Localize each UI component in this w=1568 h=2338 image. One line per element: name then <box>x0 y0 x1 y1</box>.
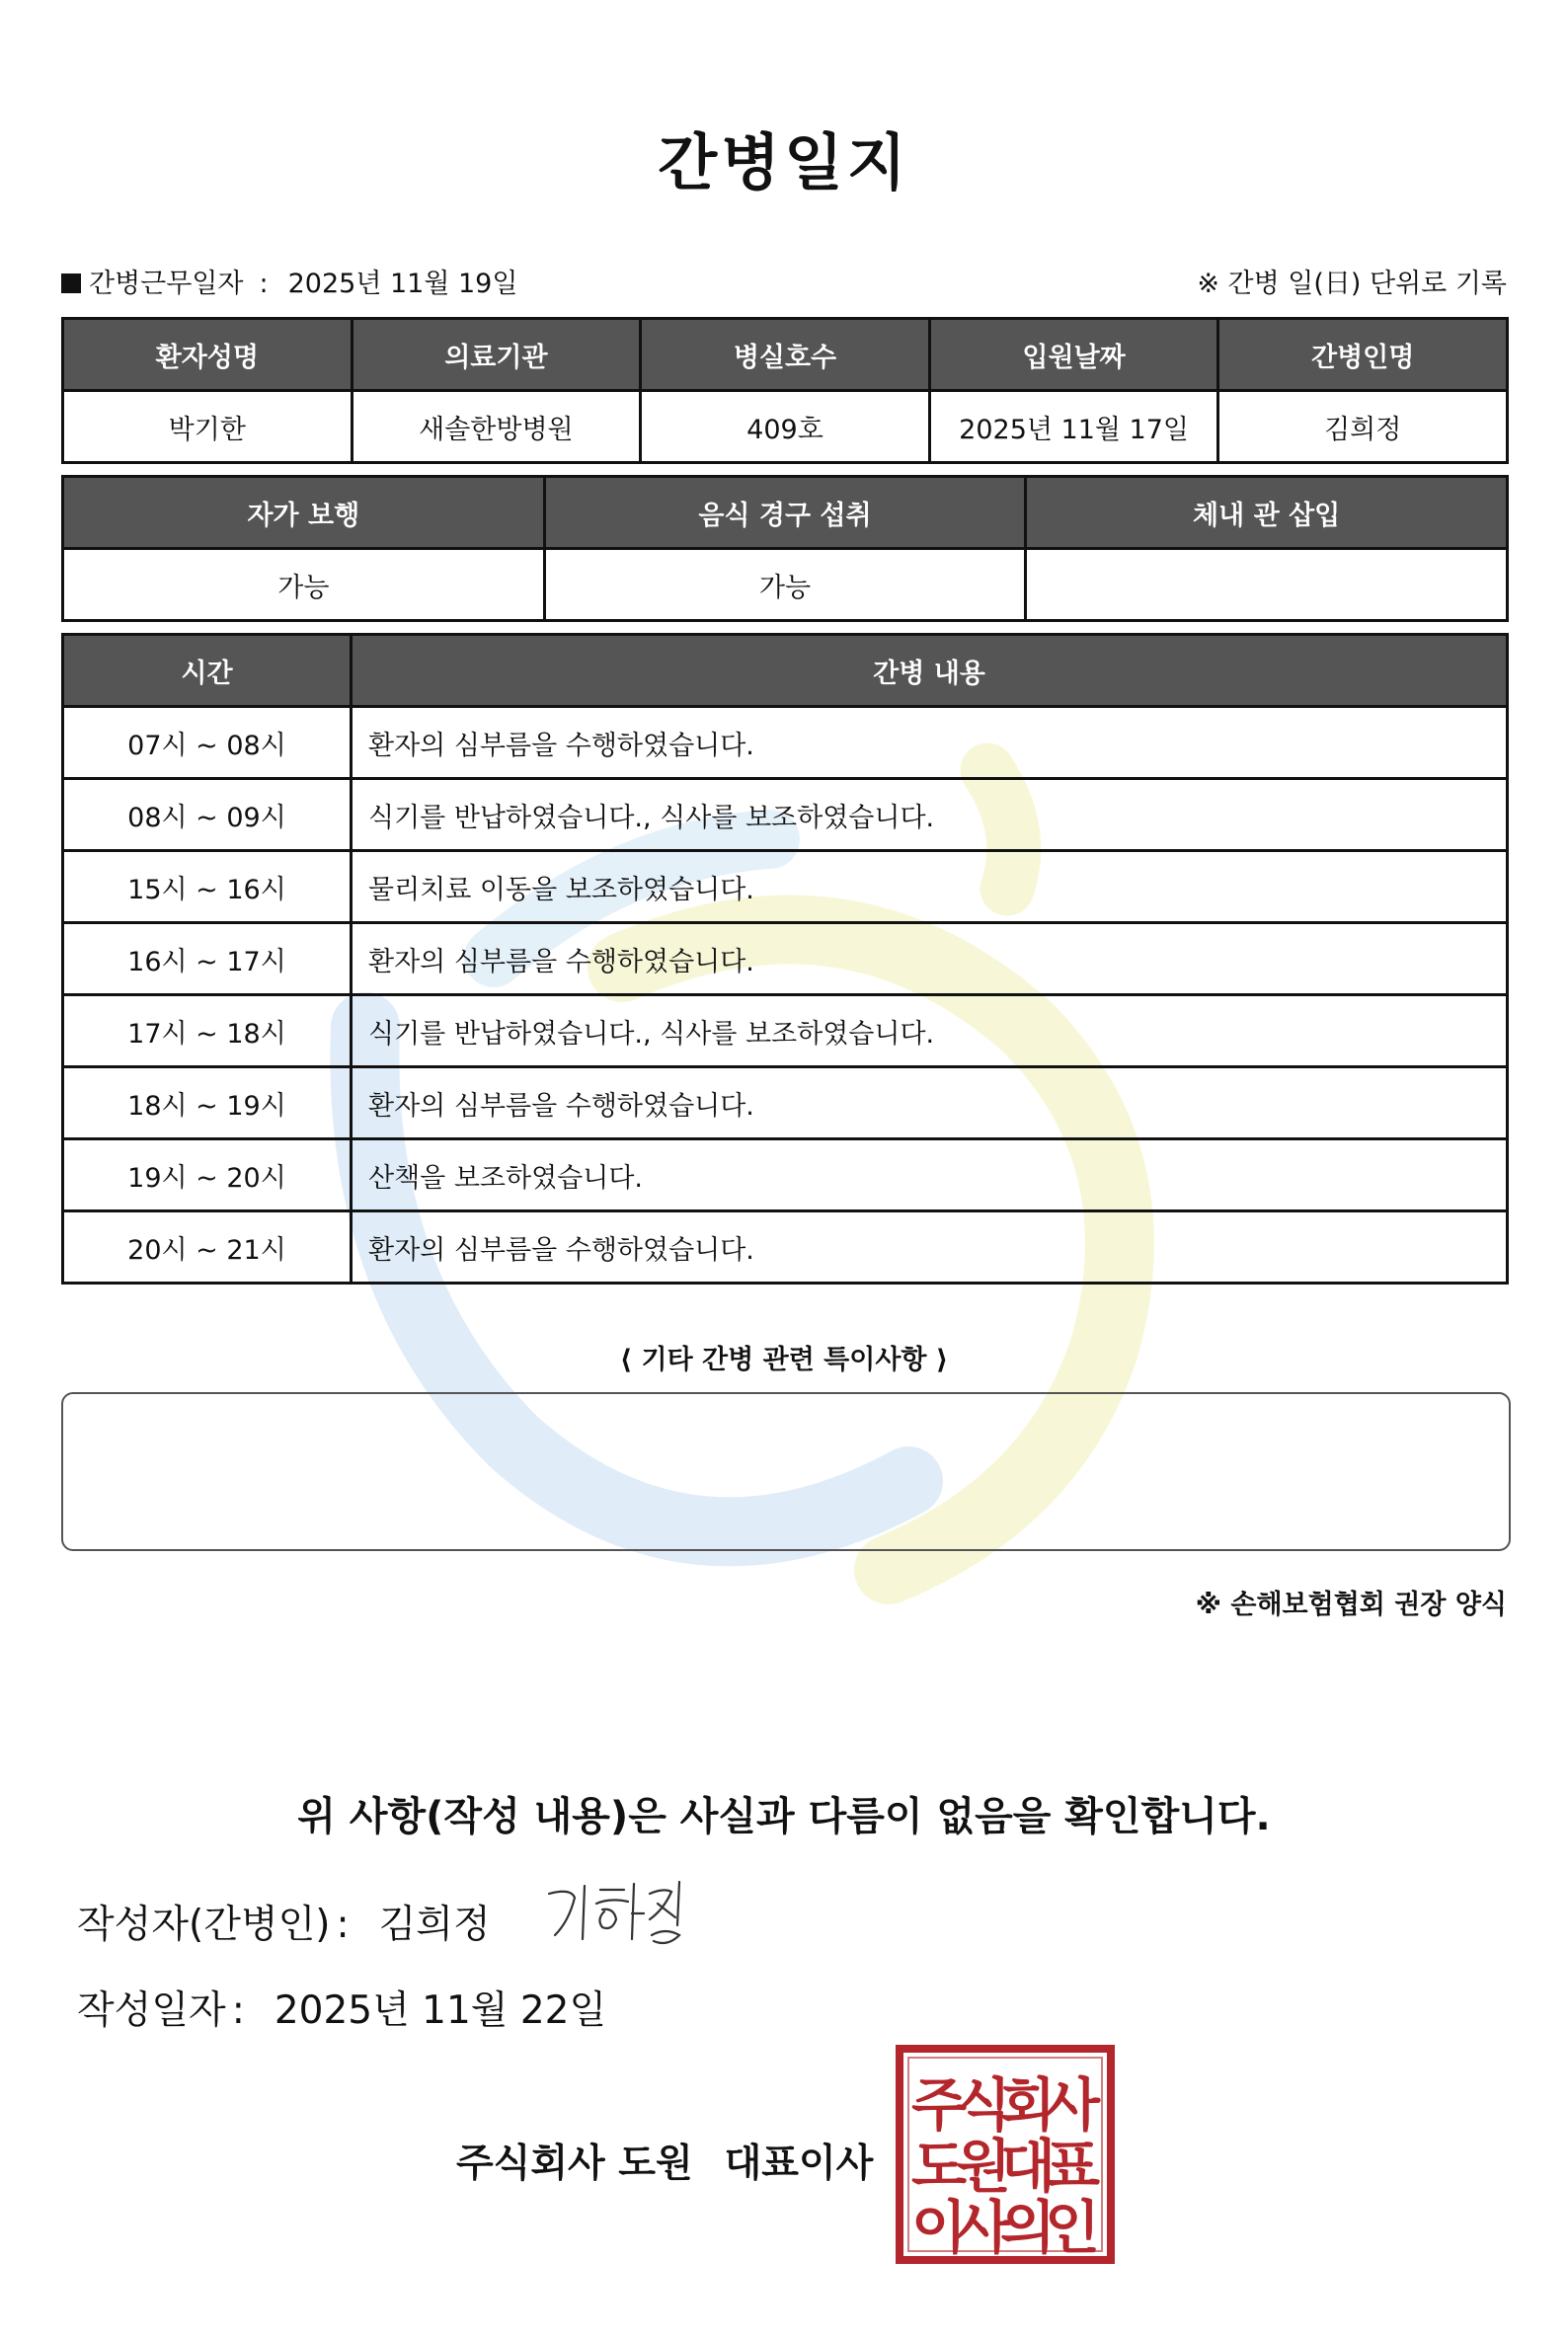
table-row <box>63 923 1508 995</box>
self-walking-value: 가능 <box>63 549 545 621</box>
ability-table <box>61 475 1509 622</box>
confirmation-statement: 위 사항(작성 내용)은 사실과 다름이 없음을 확인합니다. <box>297 1794 1271 1839</box>
table-row <box>63 1067 1508 1139</box>
header-caregiver-name: 간병인명 <box>1218 319 1508 391</box>
header-admission-date: 입원날짜 <box>929 319 1218 391</box>
svg-text:인: 인 <box>1044 2194 1101 2261</box>
writer-label: 작성자(간병인) <box>77 1903 331 1947</box>
svg-text:주: 주 <box>910 2071 968 2139</box>
written-date-line: 작성일자 : 2025년 11월 22일 <box>77 1988 607 2033</box>
svg-text:대: 대 <box>999 2133 1057 2200</box>
content-cell: 물리치료 이동을 보조하였습니다. <box>352 851 1508 923</box>
handwritten-signature <box>541 1874 689 1953</box>
form-source-note: ※ 손해보험협회 권장 양식 <box>1195 1590 1507 1620</box>
content-cell: 환자의 심부름을 수행하였습니다. <box>352 1067 1508 1139</box>
company-seal-stamp <box>895 2044 1116 2265</box>
svg-text:이: 이 <box>910 2194 968 2261</box>
time-cell: 08시 ~ 09시 <box>63 779 352 851</box>
table-row <box>63 995 1508 1067</box>
content-cell: 환자의 심부름을 수행하였습니다. <box>352 707 1508 779</box>
content-cell: 식기를 반납하였습니다., 식사를 보조하였습니다. <box>352 779 1508 851</box>
written-date-value: 2025년 11월 22일 <box>274 1988 607 2033</box>
time-cell: 19시 ~ 20시 <box>63 1139 352 1211</box>
company-line <box>456 2133 873 2188</box>
care-log-header-row <box>63 635 1508 707</box>
patient-value-row <box>63 391 1508 463</box>
ability-value-row <box>63 549 1508 621</box>
square-bullet-icon <box>61 273 81 293</box>
content-cell: 산책을 보조하였습니다. <box>352 1139 1508 1211</box>
representative-title: 대표이사 <box>724 2142 874 2186</box>
svg-text:사: 사 <box>955 2194 1012 2261</box>
writer-line: 작성자(간병인) : 김희정 <box>77 1903 491 1947</box>
svg-text:의: 의 <box>999 2194 1057 2261</box>
header-care-content: 간병 내용 <box>352 635 1508 707</box>
time-cell: 20시 ~ 21시 <box>63 1211 352 1284</box>
header-room: 병실호수 <box>641 319 930 391</box>
table-row <box>63 1211 1508 1284</box>
header-hospital: 의료기관 <box>352 319 641 391</box>
time-cell: 16시 ~ 17시 <box>63 923 352 995</box>
svg-text:도: 도 <box>910 2133 968 2200</box>
writer-name: 김희정 <box>378 1903 491 1947</box>
company-name: 주식회사 도원 <box>456 2142 693 2186</box>
svg-text:표: 표 <box>1044 2133 1101 2200</box>
table-row <box>63 851 1508 923</box>
table-row <box>63 707 1508 779</box>
caregiver-name: 김희정 <box>1218 391 1508 463</box>
header-oral-intake: 음식 경구 섭취 <box>544 477 1026 549</box>
special-notes-box <box>61 1392 1511 1551</box>
admission-date: 2025년 11월 17일 <box>929 391 1218 463</box>
work-date-value: 2025년 11월 19일 <box>287 269 518 299</box>
time-cell: 15시 ~ 16시 <box>63 851 352 923</box>
care-log-table <box>61 633 1509 1285</box>
room-number: 409호 <box>641 391 930 463</box>
oral-intake-value: 가능 <box>544 549 1026 621</box>
svg-text:식: 식 <box>955 2071 1012 2139</box>
patient-name: 박기한 <box>63 391 353 463</box>
svg-text:원: 원 <box>955 2133 1012 2200</box>
header-self-walking: 자가 보행 <box>63 477 545 549</box>
special-notes-title: ⟨ 기타 간병 관련 특이사항 ⟩ <box>619 1345 949 1375</box>
table-row <box>63 779 1508 851</box>
time-cell: 07시 ~ 08시 <box>63 707 352 779</box>
patient-info-table <box>61 317 1509 464</box>
document-title: 간병일지 <box>658 126 910 198</box>
svg-text:회: 회 <box>999 2071 1057 2139</box>
header-patient-name: 환자성명 <box>63 319 353 391</box>
work-date-label: 간병근무일자 <box>89 269 244 299</box>
svg-text:사: 사 <box>1044 2071 1101 2139</box>
header-tube-insertion: 체내 관 삽입 <box>1026 477 1508 549</box>
ability-header-row <box>63 477 1508 549</box>
hospital-name: 새솔한방병원 <box>352 391 641 463</box>
content-cell: 환자의 심부름을 수행하였습니다. <box>352 1211 1508 1284</box>
work-date-line: 간병근무일자 : 2025년 11월 19일 <box>61 262 517 300</box>
header-time: 시간 <box>63 635 352 707</box>
tube-insertion-value <box>1026 549 1508 621</box>
time-cell: 18시 ~ 19시 <box>63 1067 352 1139</box>
patient-header-row <box>63 319 1508 391</box>
time-cell: 17시 ~ 18시 <box>63 995 352 1067</box>
content-cell: 환자의 심부름을 수행하였습니다. <box>352 923 1508 995</box>
table-row <box>63 1139 1508 1211</box>
content-cell: 식기를 반납하였습니다., 식사를 보조하였습니다. <box>352 995 1508 1067</box>
written-date-label: 작성일자 <box>77 1988 226 2033</box>
unit-note: ※ 간병 일(日) 단위로 기록 <box>1197 269 1507 299</box>
